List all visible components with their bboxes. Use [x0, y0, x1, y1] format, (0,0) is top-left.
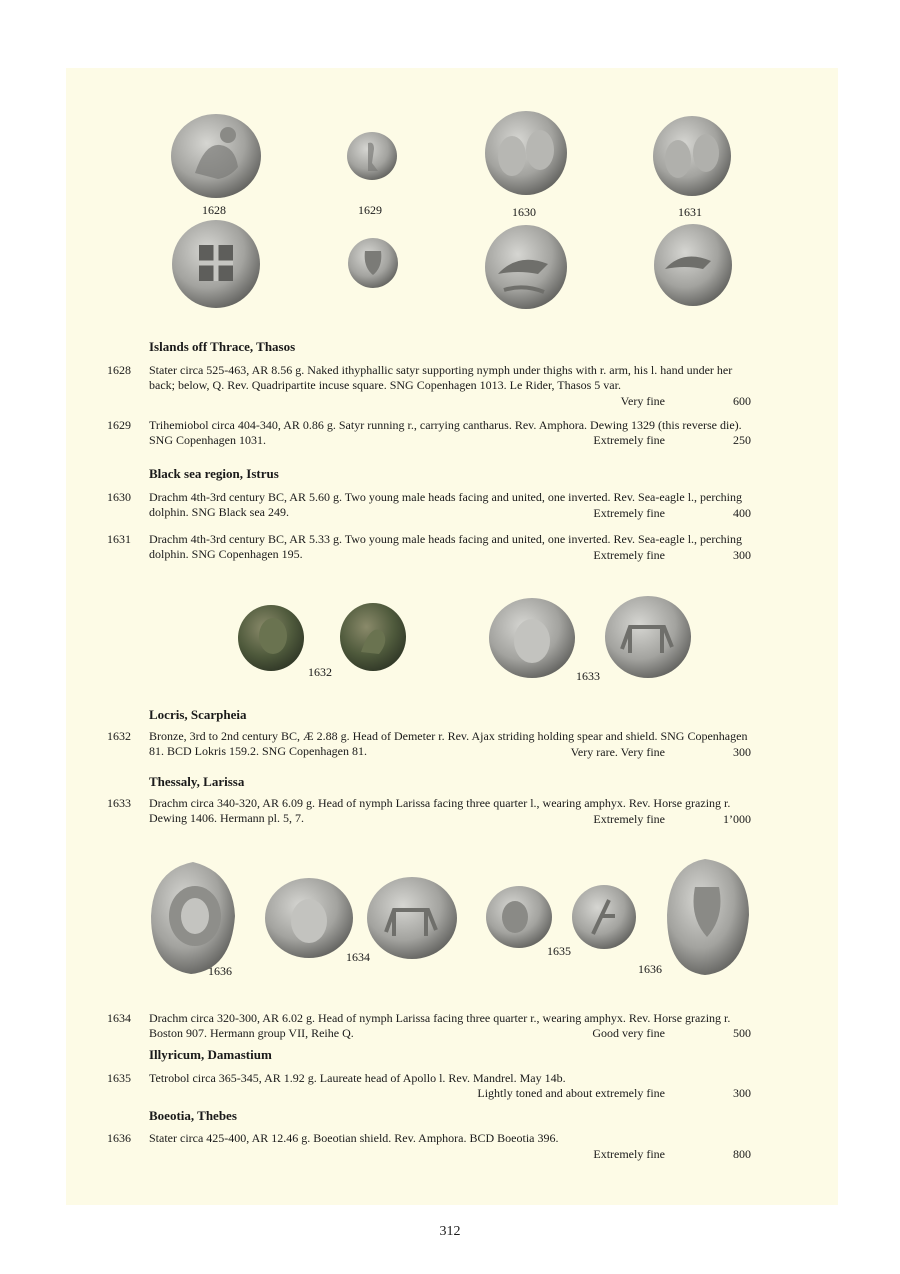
lot-description: Stater circa 425-400, AR 12.46 g. Boeotian shield. Rev. Amphora. BCD Boeotia 396. — [149, 1131, 559, 1145]
coin-1629-obverse — [346, 131, 398, 181]
lot-grade: Extremely fine — [593, 548, 665, 562]
lot-description: Drachm circa 340-320, AR 6.09 g. Head of nymph Larissa facing three quarter l., wearing amphyx. Rev. Horse grazing r. Dewing 1406. Hermann pl. 5, 7. — [149, 796, 731, 825]
lot-number: 1633 — [107, 796, 131, 810]
coin-1631-obverse — [652, 115, 732, 197]
section-heading-damastium: Illyricum, Damastium — [149, 1047, 272, 1062]
lot-description: Drachm 4th-3rd century BC, AR 5.33 g. Two young male heads facing and united, one inverted. Rev. Sea-eagle l., perching dolphin. SNG Copenhagen 195. — [149, 532, 743, 561]
lot-price: 300 — [733, 745, 751, 759]
lot-price: 400 — [733, 506, 751, 520]
lot-description: Drachm circa 320-300, AR 6.02 g. Head of nymph Larissa facing three quarter r., wearing amphyx. Rev. Horse grazing r. Boston 907. Hermann group VII, Reihe Q. — [149, 1011, 731, 1040]
lot-price: 800 — [733, 1147, 751, 1161]
lot-price: 500 — [733, 1026, 751, 1040]
lot-number: 1628 — [107, 363, 131, 377]
coin-label-1633: 1633 — [576, 669, 600, 683]
coin-1633-reverse — [604, 595, 692, 679]
coin-label-1636: 1636 — [638, 962, 662, 976]
coin-1634-reverse — [366, 876, 458, 960]
lot-number: 1629 — [107, 418, 131, 432]
lot-price: 300 — [733, 548, 751, 562]
coin-label-1629: 1629 — [358, 203, 382, 217]
coin-1632-obverse — [237, 604, 305, 672]
section-heading-istrus: Black sea region, Istrus — [149, 466, 279, 481]
lot-price: 250 — [733, 433, 751, 447]
lot-description: Stater circa 525-463, AR 8.56 g. Naked ithyphallic satyr supporting nymph under thighs with r. arm, his l. hand under her back; below, Q. Rev. Quadripartite incuse square. SNG Copenhagen 1013. Le Rider, Thasos 5 var. — [149, 363, 733, 392]
coin-label-1630: 1630 — [512, 205, 536, 219]
coin-1635-obverse — [485, 885, 553, 949]
lot-number: 1634 — [107, 1011, 131, 1025]
section-heading-locris: Locris, Scarpheia — [149, 707, 247, 722]
lot-grade: Extremely fine — [593, 812, 665, 826]
lot-number: 1630 — [107, 490, 131, 504]
page-number: 312 — [439, 1224, 461, 1239]
coin-1634-obverse — [264, 877, 354, 959]
section-heading-thebes: Boeotia, Thebes — [149, 1108, 237, 1123]
lot-grade: Very rare. Very fine — [570, 745, 665, 759]
coin-1636-reverse — [665, 857, 751, 977]
coin-label-1628: 1628 — [202, 203, 226, 217]
lot-grade: Extremely fine — [593, 433, 665, 447]
coin-1628-reverse — [171, 219, 261, 309]
coin-1636-obverse — [149, 860, 237, 976]
coin-label-1631: 1631 — [678, 205, 702, 219]
lot-description: Trihemiobol circa 404-340, AR 0.86 g. Satyr running r., carrying cantharus. Rev. Amphora. Dewing 1329 (this reverse die). SNG Copenhagen 1031. — [149, 418, 742, 447]
section-heading-larissa: Thessaly, Larissa — [149, 774, 245, 789]
lot-description: Drachm 4th-3rd century BC, AR 5.60 g. Two young male heads facing and united, one inverted. Rev. Sea-eagle l., perching dolphin. SNG Black sea 249. — [149, 490, 743, 519]
lot-grade: Lightly toned and about extremely fine — [477, 1086, 665, 1100]
coin-1628-obverse — [170, 113, 262, 199]
coin-label-1634: 1634 — [346, 950, 370, 964]
coin-1629-reverse — [347, 237, 399, 289]
lot-price: 600 — [733, 394, 751, 408]
coin-1635-reverse — [571, 884, 637, 950]
lot-number: 1632 — [107, 729, 131, 743]
lot-number: 1635 — [107, 1071, 131, 1085]
lot-grade: Extremely fine — [593, 1147, 665, 1161]
coin-1633-obverse — [488, 597, 576, 679]
lot-grade: Extremely fine — [593, 506, 665, 520]
lot-description: Tetrobol circa 365-345, AR 1.92 g. Laureate head of Apollo l. Rev. Mandrel. May 14b. — [149, 1071, 566, 1085]
coin-1630-obverse — [484, 110, 568, 196]
coin-label-1636: 1636 — [208, 964, 232, 978]
lot-number: 1631 — [107, 532, 131, 546]
lot-description: Bronze, 3rd to 2nd century BC, Æ 2.88 g. Head of Demeter r. Rev. Ajax striding holding spear and shield. SNG Copenhagen 81. BCD Lokris 159.2. SNG Copenhagen 81. — [149, 729, 748, 758]
lot-number: 1636 — [107, 1131, 131, 1145]
lot-grade: Good very fine — [592, 1026, 665, 1040]
coin-label-1635: 1635 — [547, 944, 571, 958]
coin-1631-reverse — [653, 223, 733, 307]
coin-1630-reverse — [484, 224, 568, 310]
lot-price: 300 — [733, 1086, 751, 1100]
lot-price: 1’000 — [723, 812, 751, 826]
coin-1632-reverse — [339, 602, 407, 672]
lot-grade: Very fine — [620, 394, 665, 408]
section-heading-thasos: Islands off Thrace, Thasos — [149, 339, 296, 354]
coin-label-1632: 1632 — [308, 665, 332, 679]
